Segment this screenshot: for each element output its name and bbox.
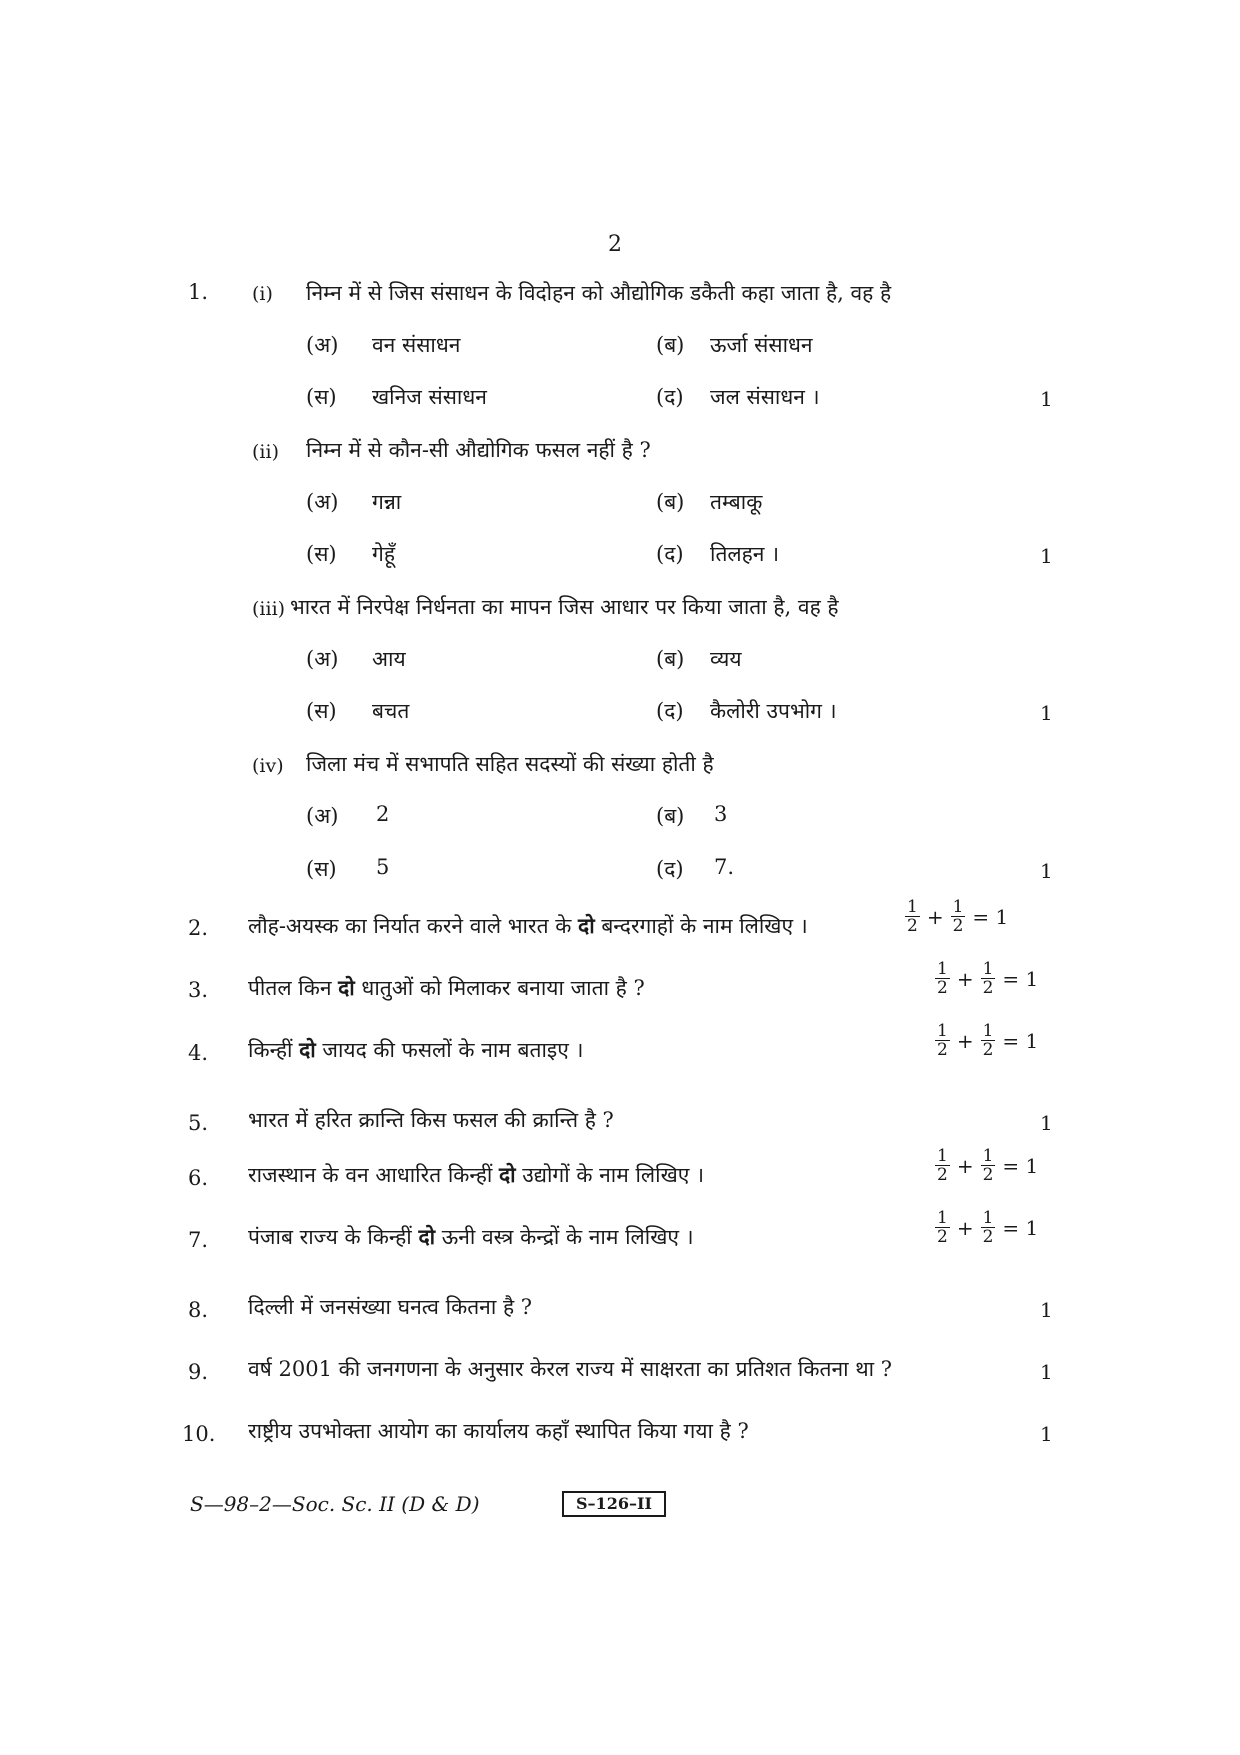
option-text: ऊर्जा संसाधन [710,333,813,357]
sub-label: (i) [252,283,273,305]
question-number: 6. [188,1166,209,1190]
question-text: राष्ट्रीय उपभोक्ता आयोग का कार्यालय कहाँ स्थापित किया गया है ? [248,1419,749,1443]
option-text: 3 [714,802,728,826]
question-number: 10. [182,1422,216,1446]
option-key: (द) [656,542,684,566]
question-text: पंजाब राज्य के किन्हीं दो ऊनी वस्त्र केन्द्रों के नाम लिखिए । [248,1224,694,1249]
option-key: (द) [656,857,684,881]
option-key: (अ) [306,804,339,828]
question-number: 1. [188,280,209,304]
question-number: 2. [188,916,209,940]
question-text: भारत में हरित क्रान्ति किस फसल की क्रान्ति है ? [248,1108,614,1132]
option-text: खनिज संसाधन [372,385,487,409]
option-key: (अ) [306,490,339,514]
option-key: (ब) [656,647,685,671]
question-number: 9. [188,1360,209,1384]
sub-label: (iii) [252,598,286,620]
option-text: कैलोरी उपभोग । [710,699,837,723]
half-marks: $\frac{1}{2}$ + $\frac{1}{2}$ = 1 [937,1146,1039,1185]
question-text: किन्हीं दो जायद की फसलों के नाम बताइए । [248,1037,584,1062]
option-text: गेहूँ [372,542,395,566]
marks: 1 [1040,1298,1053,1322]
option-text: वन संसाधन [372,333,461,357]
question-number: 5. [188,1111,209,1135]
question-number: 3. [188,978,209,1002]
option-text: 5 [376,855,390,879]
marks: 1 [1040,859,1053,883]
marks: 1 [1040,544,1053,568]
half-marks: $\frac{1}{2}$ + $\frac{1}{2}$ = 1 [937,1021,1039,1060]
question-number: 7. [188,1228,209,1252]
option-text: 7. [714,855,735,879]
footer-code: S—98–2—Soc. Sc. II (D & D) [190,1492,480,1516]
option-key: (स) [306,542,337,566]
half-marks: $\frac{1}{2}$ + $\frac{1}{2}$ = 1 [937,1208,1039,1247]
option-text: गन्ना [372,490,402,514]
half-marks: $\frac{1}{2}$ + $\frac{1}{2}$ = 1 [907,897,1009,936]
option-key: (ब) [656,333,685,357]
question-text: पीतल किन दो धातुओं को मिलाकर बनाया जाता है ? [248,975,645,1000]
marks: 1 [1040,1360,1053,1384]
marks: 1 [1040,387,1053,411]
sub-question-text: जिला मंच में सभापति सहित सदस्यों की संख्या होती है [306,752,714,776]
option-key: (द) [656,699,684,723]
option-text: तम्बाकू [710,490,763,514]
option-key: (ब) [656,804,685,828]
sub-label: (ii) [252,441,279,463]
paper-code-box: S–126–II [562,1491,666,1517]
option-key: (ब) [656,490,685,514]
option-key: (स) [306,857,337,881]
page-number: 2 [608,232,622,257]
option-text: व्यय [710,647,742,671]
option-text: आय [372,647,406,671]
option-key: (द) [656,385,684,409]
option-key: (अ) [306,333,339,357]
option-key: (स) [306,385,337,409]
marks: 1 [1040,701,1053,725]
sub-label: (iv) [252,755,284,777]
question-text: दिल्ली में जनसंख्या घनत्व कितना है ? [248,1295,533,1319]
marks: 1 [1040,1422,1053,1446]
question-text: लौह-अयस्क का निर्यात करने वाले भारत के दो बन्दरगाहों के नाम लिखिए । [248,913,808,938]
sub-question-text: भारत में निरपेक्ष निर्धनता का मापन जिस आधार पर किया जाता है, वह है [290,595,839,619]
option-text: बचत [372,699,410,723]
sub-question-text: निम्न में से जिस संसाधन के विदोहन को औद्योगिक डकैती कहा जाता है, वह है [306,281,892,305]
marks: 1 [1040,1111,1053,1135]
option-text: 2 [376,802,390,826]
question-number: 8. [188,1298,209,1322]
question-text: राजस्थान के वन आधारित किन्हीं दो उद्योगों के नाम लिखिए । [248,1162,705,1187]
half-marks: $\frac{1}{2}$ + $\frac{1}{2}$ = 1 [937,959,1039,998]
question-text: वर्ष 2001 की जनगणना के अनुसार केरल राज्य में साक्षरता का प्रतिशत कितना था ? [248,1357,893,1381]
option-text: तिलहन । [710,542,780,566]
sub-question-text: निम्न में से कौन-सी औद्योगिक फसल नहीं है ? [306,438,651,462]
option-key: (स) [306,699,337,723]
option-key: (अ) [306,647,339,671]
option-text: जल संसाधन । [710,385,820,409]
question-number: 4. [188,1041,209,1065]
